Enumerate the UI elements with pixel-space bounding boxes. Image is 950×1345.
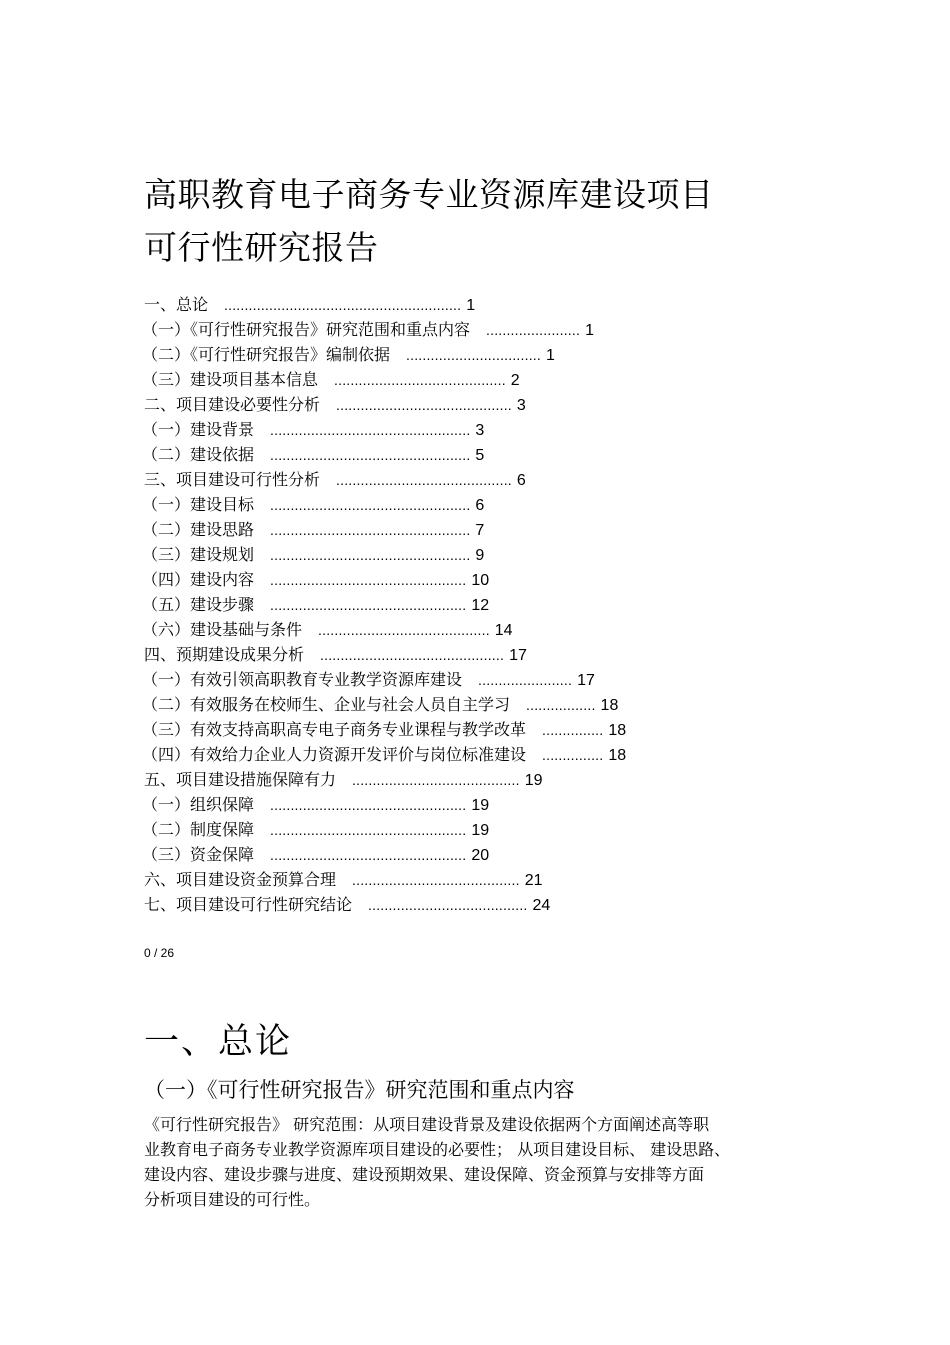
toc-entry-label: （二）建设依据 — [142, 445, 255, 464]
toc-entry[interactable] — [144, 542, 844, 567]
toc-entry-leader: ................................................. — [270, 422, 471, 438]
toc-entry-page-number: 19 — [471, 797, 490, 814]
toc-entry[interactable] — [144, 667, 844, 692]
toc-entry-label: 四、预期建设成果分析 — [144, 645, 305, 664]
toc-entry-label: （六）建设基础与条件 — [142, 620, 303, 639]
toc-entry-leader: ................. — [526, 697, 596, 713]
toc-entry[interactable] — [144, 417, 844, 442]
toc-entry[interactable] — [144, 692, 844, 717]
toc-entry-leader: ......................................... — [352, 872, 520, 888]
toc-entry[interactable] — [144, 367, 844, 392]
document-title — [144, 168, 714, 274]
toc-entry[interactable] — [144, 567, 844, 592]
toc-entry-label: （一）《可行性研究报告》研究范围和重点内容 — [142, 320, 471, 339]
toc-entry-page-number: 1 — [545, 347, 555, 364]
toc-entry[interactable] — [144, 617, 844, 642]
toc-entry-page-number: 3 — [516, 397, 526, 414]
toc-entry-leader: ................................................ — [270, 822, 467, 838]
toc-entry-page-number: 17 — [509, 647, 527, 664]
toc-entry[interactable] — [144, 892, 844, 917]
toc-entry-leader: ................................. — [406, 347, 541, 363]
section-body-text — [144, 1112, 824, 1212]
toc-entry-label: （一）有效引领高职教育专业教学资源库建设 — [142, 670, 463, 689]
toc-entry-page-number: 20 — [471, 847, 490, 864]
toc-entry[interactable] — [144, 842, 844, 867]
toc-entry-leader: .......................................... — [318, 622, 490, 638]
toc-entry-label: （五）建设步骤 — [142, 595, 255, 614]
toc-entry-page-number: 19 — [524, 772, 543, 789]
section-subheading: （一）《可行性研究报告》研究范围和重点内容 — [144, 1078, 575, 1102]
document-title-line-2: 可行性研究报告 — [144, 228, 379, 267]
toc-entry[interactable] — [144, 342, 844, 367]
toc-entry[interactable] — [144, 467, 844, 492]
toc-entry-label: （一）组织保障 — [142, 795, 255, 814]
toc-entry-label: 二、项目建设必要性分析 — [144, 395, 321, 414]
toc-entry[interactable] — [144, 717, 844, 742]
section-heading: 一、总论 — [144, 1022, 293, 1062]
toc-entry[interactable] — [144, 792, 844, 817]
toc-entry-label: 六、项目建设资金预算合理 — [144, 870, 337, 889]
toc-entry-page-number: 9 — [475, 547, 485, 564]
toc-entry-page-number: 5 — [475, 447, 485, 464]
toc-entry-leader: ................................................ — [270, 572, 467, 588]
toc-entry-label: 五、项目建设措施保障有力 — [144, 770, 337, 789]
toc-entry-leader: ....................... — [478, 672, 573, 688]
toc-entry-leader: ................................................. — [270, 547, 471, 563]
toc-entry-label: （一）建设背景 — [142, 420, 255, 439]
toc-entry-page-number: 18 — [608, 722, 627, 739]
toc-entry-leader: ................................................. — [270, 497, 471, 513]
toc-entry-page-number: 18 — [608, 747, 627, 764]
toc-entry[interactable] — [144, 317, 844, 342]
toc-entry[interactable] — [144, 292, 844, 317]
toc-entry-label: （三）建设规划 — [142, 545, 255, 564]
toc-entry-label: （二）有效服务在校师生、企业与社会人员自主学习 — [142, 695, 511, 714]
toc-entry-page-number: 1 — [585, 322, 594, 339]
toc-entry[interactable] — [144, 492, 844, 517]
toc-entry-label: （一）建设目标 — [142, 495, 255, 514]
toc-entry-leader: ................................................ — [270, 797, 467, 813]
toc-entry[interactable] — [144, 767, 844, 792]
toc-entry-leader: ................................................. — [270, 522, 471, 538]
toc-entry-page-number: 21 — [524, 872, 543, 889]
toc-entry-leader: ............................................. — [320, 647, 505, 663]
toc-entry-leader: .......................................................... — [224, 297, 462, 313]
toc-entry-page-number: 1 — [466, 297, 476, 314]
body-text-line: 《可行性研究报告》 研究范围：从项目建设背景及建设依据两个方面阐述高等职 — [144, 1115, 710, 1134]
toc-entry-page-number: 19 — [471, 822, 490, 839]
toc-entry-page-number: 6 — [475, 497, 485, 514]
toc-entry-page-number: 2 — [510, 372, 520, 389]
toc-entry[interactable] — [144, 592, 844, 617]
toc-entry-label: （三）有效支持高职高专电子商务专业课程与教学改革 — [142, 720, 527, 739]
toc-entry-page-number: 12 — [471, 597, 490, 614]
toc-entry[interactable] — [144, 517, 844, 542]
toc-entry-leader: ....................... — [486, 322, 581, 338]
toc-entry-page-number: 24 — [532, 897, 551, 914]
toc-entry-label: 七、项目建设可行性研究结论 — [144, 895, 353, 914]
toc-entry-leader: ................................................. — [270, 447, 471, 463]
toc-entry[interactable] — [144, 392, 844, 417]
toc-entry[interactable] — [144, 742, 844, 767]
table-of-contents — [144, 292, 844, 917]
toc-entry-leader: ............... — [542, 722, 604, 738]
toc-entry-leader: ................................................ — [270, 597, 467, 613]
page-counter: 0 / 26 — [144, 946, 175, 960]
toc-entry[interactable] — [144, 442, 844, 467]
toc-entry-leader: .......................................... — [334, 372, 506, 388]
document-title-line-1: 高职教育电子商务专业资源库建设项目 — [144, 175, 714, 214]
toc-entry[interactable] — [144, 867, 844, 892]
body-text-line: 业教育电子商务专业教学资源库项目建设的必要性； 从项目建设目标、 建设思路、 — [144, 1140, 731, 1159]
toc-entry-leader: ....................................... — [368, 897, 528, 913]
toc-entry-label: （二）建设思路 — [142, 520, 255, 539]
toc-entry-label: 一、总论 — [144, 295, 209, 314]
toc-entry-leader: ......................................... — [352, 772, 520, 788]
toc-entry-leader: ........................................... — [336, 397, 512, 413]
toc-entry[interactable] — [144, 817, 844, 842]
toc-entry-label: （二）《可行性研究报告》编制依据 — [142, 345, 391, 364]
toc-entry-page-number: 10 — [471, 572, 490, 589]
toc-entry-label: （四）建设内容 — [142, 570, 255, 589]
toc-entry-page-number: 18 — [600, 697, 619, 714]
toc-entry-page-number: 7 — [475, 522, 485, 539]
toc-entry-label: 三、项目建设可行性分析 — [144, 470, 321, 489]
body-text-line: 建设内容、建设步骤与进度、建设预期效果、建设保障、资金预算与安排等方面 — [144, 1165, 705, 1184]
toc-entry-page-number: 14 — [494, 622, 513, 639]
toc-entry-leader: ................................................ — [270, 847, 467, 863]
toc-entry-leader: ............... — [542, 747, 604, 763]
toc-entry-label: （三）建设项目基本信息 — [142, 370, 319, 389]
toc-entry-page-number: 6 — [516, 472, 526, 489]
toc-entry-page-number: 17 — [577, 672, 595, 689]
toc-entry-page-number: 3 — [475, 422, 485, 439]
toc-entry-label: （三）资金保障 — [142, 845, 255, 864]
body-text-line: 分析项目建设的可行性。 — [144, 1190, 321, 1209]
toc-entry[interactable] — [144, 642, 844, 667]
toc-entry-leader: ........................................... — [336, 472, 512, 488]
toc-entry-label: （二）制度保障 — [142, 820, 255, 839]
toc-entry-label: （四）有效给力企业人力资源开发评价与岗位标准建设 — [142, 745, 527, 764]
